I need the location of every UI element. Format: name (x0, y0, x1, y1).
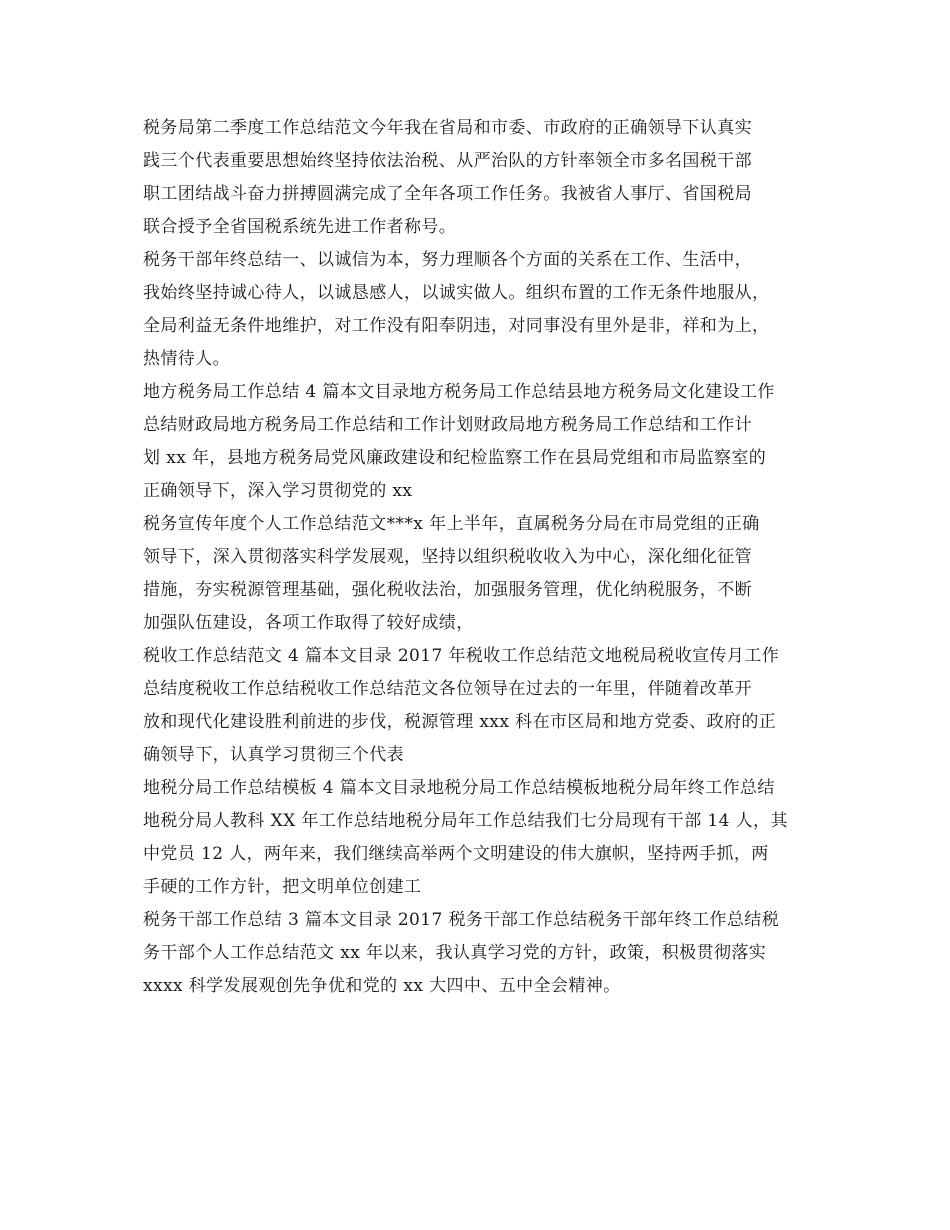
text-line: 我始终坚持诚心待人，以诚恳感人，以诚实做人。组织布置的工作无条件地服从， (143, 283, 770, 303)
text-line: 地税分局工作总结模板 4 篇本文目录地税分局工作总结模板地税分局年终工作总结 (143, 778, 775, 798)
text-line: 划 xx 年，县地方税务局党风廉政建设和纪检监察工作在县局党组和市局监察室的 (143, 448, 767, 468)
document-body (143, 112, 815, 1003)
text-line: xxxx 科学发展观创先争优和党的 xx 大四中、五中全会精神。 (143, 976, 621, 996)
text-line: 放和现代化建设胜利前进的步伐，税源管理 xxx 科在市区局和地方党委、政府的正 (143, 712, 777, 732)
text-line: 总结财政局地方税务局工作总结和工作计划财政局地方税务局工作总结和工作计 (143, 415, 752, 435)
paragraph-4 (143, 508, 815, 640)
text-line: 税务干部工作总结 3 篇本文目录 2017 税务干部工作总结税务干部年终工作总结税 (143, 910, 780, 930)
text-line: 地方税务局工作总结 4 篇本文目录地方税务局工作总结县地方税务局文化建设工作 (143, 382, 775, 402)
text-line: 税收工作总结范文 4 篇本文目录 2017 年税收工作总结范文地税局税收宣传月工作 (143, 646, 780, 666)
paragraph-1 (143, 112, 815, 244)
paragraph-5 (143, 640, 815, 772)
text-line: 税务局第二季度工作总结范文今年我在省局和市委、市政府的正确领导下认真实 (143, 118, 752, 138)
text-line: 税务干部年终总结一、以诚信为本，努力理顺各个方面的关系在工作、生活中， (143, 250, 752, 270)
text-line: 领导下，深入贯彻落实科学发展观，坚持以组织税收收入为中心，深化细化征管 (143, 547, 752, 567)
text-line: 确领导下，认真学习贯彻三个代表 (143, 745, 404, 765)
text-line: 践三个代表重要思想始终坚持依法治税、从严治队的方针率领全市多名国税干部 (143, 151, 752, 171)
text-line: 务干部个人工作总结范文 xx 年以来，我认真学习党的方针，政策，积极贯彻落实 (143, 943, 767, 963)
text-line: 联合授予全省国税系统先进工作者称号。 (143, 217, 457, 237)
text-line: 措施，夯实税源管理基础，强化税收法治，加强服务管理，优化纳税服务，不断 (143, 580, 752, 600)
text-line: 手硬的工作方针，把文明单位创建工 (143, 877, 422, 897)
text-line: 加强队伍建设，各项工作取得了较好成绩， (143, 613, 474, 633)
text-line: 地税分局人教科 XX 年工作总结地税分局年工作总结我们七分局现有干部 14 人，其 (143, 811, 788, 831)
paragraph-2 (143, 244, 815, 376)
text-line: 中党员 12 人，两年来，我们继续高举两个文明建设的伟大旗帜，坚持两手抓，两 (143, 844, 769, 864)
paragraph-3 (143, 376, 815, 508)
text-line: 全局利益无条件地维护，对工作没有阳奉阴违，对同事没有里外是非，祥和为上， (143, 316, 770, 336)
text-line: 热情待人。 (143, 349, 230, 369)
paragraph-6 (143, 772, 815, 904)
text-line: 正确领导下，深入学习贯彻党的 xx (143, 481, 413, 501)
text-line: 总结度税收工作总结税收工作总结范文各位领导在过去的一年里，伴随着改革开 (143, 679, 752, 699)
text-line: 职工团结战斗奋力拼搏圆满完成了全年各项工作任务。我被省人事厅、省国税局 (143, 184, 752, 204)
text-line: 税务宣传年度个人工作总结范文***x 年上半年，直属税务分局在市局党组的正确 (143, 514, 760, 534)
paragraph-7 (143, 904, 815, 1003)
